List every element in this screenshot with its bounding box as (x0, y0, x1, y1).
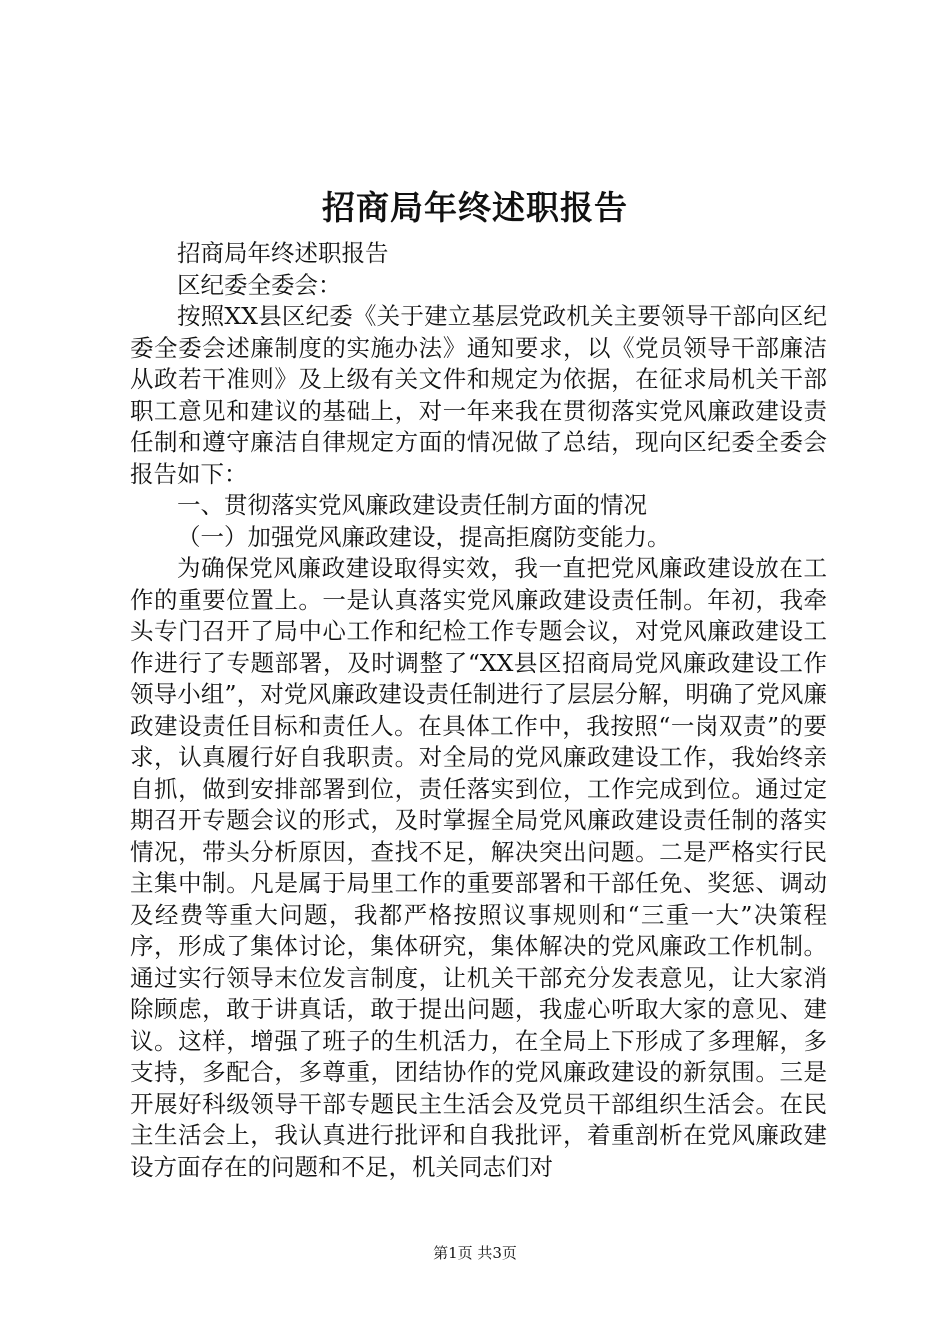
paragraph-subtitle: 招商局年终述职报告 (177, 239, 389, 267)
document-body (130, 238, 827, 1183)
section-heading-1: 一、贯彻落实党风廉政建设责任制方面的情况 (177, 491, 647, 519)
paragraph-intro: 按照XX县区纪委《关于建立基层党政机关主要领导干部向区纪委全委会述廉制度的实施办法》通知要求，以《党员领导干部廉洁从政若干准则》及上级有关文件和规定为依据，在征求局机关干部职工意见和建议的基础上，对一年来我在贯彻落实党风廉政建设责任制和遵守廉洁自律规定方面的情况做了总结，现向区纪委全委会报告如下： (130, 302, 827, 488)
document-title: 招商局年终述职报告 (322, 188, 628, 227)
page-number: 第1页 共3页 (433, 1244, 517, 1262)
subsection-heading-1: （一）加强党风廉政建设，提高拒腐防变能力。 (177, 522, 671, 551)
paragraph-body: 为确保党风廉政建设取得实效，我一直把党风廉政建设放在工作的重要位置上。一是认真落实党风廉政建设责任制。年初，我牵头专门召开了局中心工作和纪检工作专题会议，对党风廉政建设工作进行了专题部署，及时调整了“XX县区招商局党风廉政建设工作领导小组”，对党风廉政建设责任制进行了层层分解，明确了党风廉政建设责任目标和责任人。在具体工作中，我按照“一岗双责”的要求，认真履行好自我职责。对全局的党风廉政建设工作，我始终亲自抓，做到安排部署到位，责任落实到位，工作完成到位。通过定期召开专题会议的形式，及时掌握全局党风廉政建设责任制的落实情况，带头分析原因，查找不足，解决突出问题。二是严格实行民主集中制。凡是属于局里工作的重要部署和干部任免、奖惩、调动及经费等重大问题，我都严格按照议事规则和“三重一大”决策程序，形成了集体讨论，集体研究，集体解决的党风廉政工作机制。通过实行领导末位发言制度，让机关干部充分发表意见，让大家消除顾虑，敢于讲真话，敢于提出问题，我虚心听取大家的意见、建议。这样，增强了班子的生机活力，在全局上下形成了多理解，多支持，多配合，多尊重，团结协作的党风廉政建设的新氛围。三是开展好科级领导干部专题民主生活会及党员干部组织生活会。在民主生活会上，我认真进行批评和自我批评，着重剖析在党风廉政建设方面存在的问题和不足，机关同志们对 (130, 554, 827, 1181)
paragraph-salutation: 区纪委全委会： (177, 270, 342, 299)
